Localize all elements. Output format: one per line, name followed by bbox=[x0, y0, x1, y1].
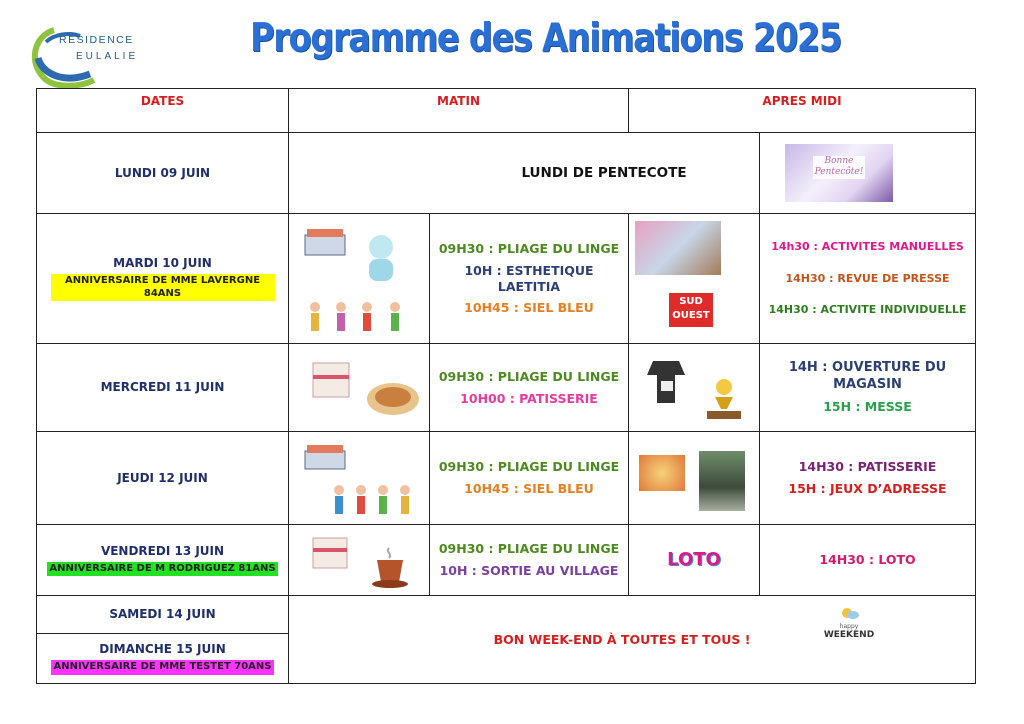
activity: 10H45 : SIEL BLEU bbox=[464, 300, 594, 316]
exercise-group-icon bbox=[329, 483, 421, 519]
anniversary-badge: ANNIVERSAIRE DE M RODRIGUEZ 81ANS bbox=[47, 562, 277, 577]
cake-slice-icon bbox=[307, 532, 353, 574]
loto-logo: LOTO bbox=[667, 548, 721, 570]
day-jeudi: JEUDI 12 JUIN bbox=[37, 432, 289, 525]
day-mardi-cell bbox=[37, 214, 289, 344]
activity: 10H00 : PATISSERIE bbox=[460, 390, 598, 406]
activity: 10H45 : SIEL BLEU bbox=[464, 481, 594, 496]
day-mardi: MARDI 10 JUIN bbox=[113, 256, 212, 270]
weekend-message: BON WEEK-END À TOUTES ET TOUS ! bbox=[493, 631, 751, 647]
table-row bbox=[37, 133, 976, 214]
day-lundi: LUNDI 09 JUIN bbox=[37, 133, 289, 214]
activity: 14H30 : PATISSERIE bbox=[798, 459, 937, 475]
pentecost-card-cell bbox=[760, 133, 976, 214]
residence-logo bbox=[24, 22, 139, 92]
activity: 15H : JEUX D’ADRESSE bbox=[788, 481, 947, 496]
activity: 14H30 : LOTO bbox=[819, 552, 916, 568]
day-dimanche: DIMANCHE 15 JUIN bbox=[99, 642, 226, 657]
activity: 09H30 : PLIAGE DU LINGE bbox=[438, 459, 620, 475]
pastry-dish-icon bbox=[365, 375, 421, 417]
morning-images-cell bbox=[289, 344, 430, 432]
sun-cloud-icon bbox=[839, 606, 859, 620]
activity: 09H30 : PLIAGE DU LINGE bbox=[438, 241, 620, 257]
activity: 15H : MESSE bbox=[823, 398, 912, 414]
day-samedi: SAMEDI 14 JUIN bbox=[37, 596, 289, 634]
game-room-photo bbox=[699, 451, 745, 511]
shop-clothes-icon bbox=[639, 353, 693, 407]
afternoon-activities-vendredi bbox=[760, 525, 976, 596]
day-vendredi-cell bbox=[37, 525, 289, 596]
morning-images-cell bbox=[289, 432, 430, 525]
day-vendredi: VENDREDI 13 JUIN bbox=[100, 543, 225, 558]
exercise-group-icon bbox=[303, 299, 411, 339]
table-row bbox=[37, 344, 976, 432]
laundry-basket-icon bbox=[301, 225, 349, 257]
column-header-apres-midi: APRES MIDI bbox=[629, 89, 976, 133]
laundry-basket-icon bbox=[301, 441, 349, 471]
day-mercredi: MERCREDI 11 JUIN bbox=[37, 344, 289, 432]
schedule-table bbox=[36, 88, 976, 684]
weekend-badge: happy WEEKEND bbox=[821, 606, 877, 650]
afternoon-images-cell bbox=[629, 214, 760, 344]
table-row bbox=[37, 214, 976, 344]
pentecost-card-text: Bonne Pentecôte! bbox=[814, 156, 864, 178]
crafts-photo bbox=[635, 221, 721, 275]
activity: 14H30 : ACTIVITE INDIVIDUELLE bbox=[768, 303, 967, 317]
morning-activities-mardi bbox=[430, 214, 629, 344]
pentecost-card-image bbox=[785, 144, 893, 202]
column-header-dates: DATES bbox=[37, 89, 289, 133]
morning-images-cell bbox=[289, 214, 430, 344]
afternoon-activities-mardi bbox=[760, 214, 976, 344]
afternoon-images-cell bbox=[629, 344, 760, 432]
holiday-cell bbox=[289, 133, 760, 214]
logo-name-line1: RÉSIDENCE bbox=[59, 34, 134, 46]
face-mask-woman-icon bbox=[359, 229, 403, 285]
activity: 14H30 : REVUE DE PRESSE bbox=[785, 271, 950, 285]
afternoon-activities-jeudi bbox=[760, 432, 976, 525]
morning-activities-mercredi bbox=[430, 344, 629, 432]
afternoon-images-cell bbox=[629, 525, 760, 596]
coffee-cup-icon bbox=[369, 546, 415, 590]
afternoon-activities-mercredi bbox=[760, 344, 976, 432]
anniversary-badge: ANNIVERSAIRE DE MME LAVERGNE 84ANS bbox=[51, 274, 275, 301]
table-row bbox=[37, 525, 976, 596]
activity: 10H : ESTHETIQUE LAETITIA bbox=[464, 262, 594, 294]
cake-slice-icon bbox=[307, 357, 355, 403]
anniversary-badge: ANNIVERSAIRE DE MME TESTET 70ANS bbox=[51, 660, 273, 675]
mass-chalice-icon bbox=[701, 375, 747, 423]
sud-ouest-logo: SUD OUEST bbox=[669, 293, 713, 327]
morning-activities-jeudi bbox=[430, 432, 629, 525]
logo-name-line2: EULALIE bbox=[76, 51, 139, 62]
activity: 09H30 : PLIAGE DU LINGE bbox=[438, 541, 620, 557]
table-row bbox=[37, 432, 976, 525]
activity: 10H : SORTIE AU VILLAGE bbox=[439, 563, 619, 578]
afternoon-images-cell bbox=[629, 432, 760, 525]
day-dimanche-cell bbox=[37, 634, 289, 684]
activity: 14H : OUVERTURE DU MAGASIN bbox=[788, 360, 947, 392]
pastry-photo bbox=[639, 455, 685, 491]
morning-images-cell bbox=[289, 525, 430, 596]
weekend-cell bbox=[289, 596, 976, 684]
activity: 09H30 : PLIAGE DU LINGE bbox=[438, 368, 620, 384]
table-row bbox=[37, 596, 976, 634]
morning-activities-vendredi bbox=[430, 525, 629, 596]
header-row bbox=[37, 89, 976, 133]
page-title: Programme des Animations 2025 bbox=[250, 16, 842, 61]
column-header-matin: MATIN bbox=[289, 89, 629, 133]
activity: 14h30 : ACTIVITES MANUELLES bbox=[771, 239, 964, 253]
holiday-label: LUNDI DE PENTECOTE bbox=[521, 164, 687, 181]
